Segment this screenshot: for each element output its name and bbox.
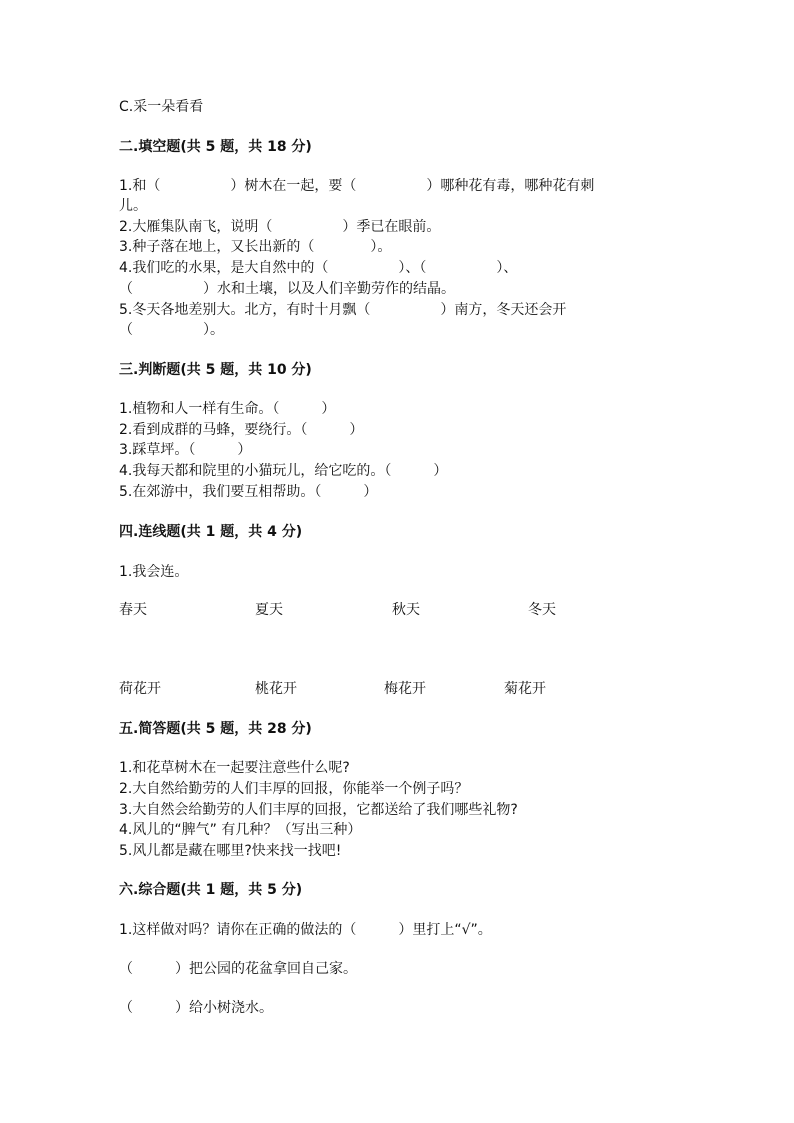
flower-peach: 桃花开 <box>255 681 297 697</box>
short-question-5: 5.风儿都是藏在哪里?快来找一找吧! <box>119 843 342 859</box>
judge-question-4: 4.我每天都和院里的小猫玩儿，给它吃的。（ ） <box>119 463 448 479</box>
fill-question-5: 5.冬天各地差别大。北方，有时十月飘（ ）南方，冬天还会开 <box>119 302 567 318</box>
fill-question-5-cont: （ ）。 <box>119 322 224 338</box>
short-question-1: 1.和花草树木在一起要注意些什么呢? <box>119 760 350 776</box>
short-question-2: 2.大自然给勤劳的人们丰厚的回报，你能举一个例子吗？ <box>119 781 469 797</box>
season-winter: 冬天 <box>528 602 556 618</box>
fill-question-1: 1.和（ ）树木在一起，要（ ）哪种花有毒，哪种花有刺 <box>119 178 595 194</box>
section-title-judge: 三.判断题(共 5 题，共 10 分) <box>119 362 312 378</box>
flower-plum: 梅花开 <box>384 681 426 697</box>
option-c: C.采一朵看看 <box>119 99 204 115</box>
section-title-match: 四.连线题(共 1 题，共 4 分) <box>119 524 303 540</box>
judge-question-2: 2.看到成群的马蜂，要绕行。（ ） <box>119 422 364 438</box>
judge-question-3: 3.踩草坪。（ ） <box>119 442 252 458</box>
season-summer: 夏天 <box>255 602 283 618</box>
match-question-1: 1.我会连。 <box>119 564 189 580</box>
fill-question-2: 2.大雁集队南飞，说明（ ）季已在眼前。 <box>119 219 441 235</box>
fill-question-4-cont: （ ）水和土壤，以及人们辛勤劳作的结晶。 <box>119 281 455 297</box>
flower-lotus: 荷花开 <box>119 681 161 697</box>
flower-chrysanthemum: 菊花开 <box>504 681 546 697</box>
fill-question-1-cont: 儿。 <box>119 198 147 214</box>
season-autumn: 秋天 <box>392 602 420 618</box>
section-title-comp: 六.综合题(共 1 题，共 5 分) <box>119 882 303 898</box>
season-spring: 春天 <box>119 602 147 618</box>
comp-option-b: （ ）给小树浇水。 <box>119 1000 273 1016</box>
short-question-3: 3.大自然会给勤劳的人们丰厚的回报，它都送给了我们哪些礼物? <box>119 802 518 818</box>
short-question-4: 4.风儿的“脾气” 有几种？（写出三种） <box>119 822 362 838</box>
fill-question-3: 3.种子落在地上，又长出新的（ ）。 <box>119 239 392 255</box>
comp-option-a: （ ）把公园的花盆拿回自己家。 <box>119 961 357 977</box>
section-title-short: 五.简答题(共 5 题，共 28 分) <box>119 721 312 737</box>
fill-question-4: 4.我们吃的水果，是大自然中的（ ）、（ ）、 <box>119 260 518 276</box>
section-title-fill: 二.填空题(共 5 题，共 18 分) <box>119 139 312 155</box>
judge-question-1: 1.植物和人一样有生命。（ ） <box>119 401 336 417</box>
judge-question-5: 5.在郊游中，我们要互相帮助。（ ） <box>119 484 378 500</box>
comp-question-1: 1.这样做对吗？请你在正确的做法的（ ）里打上“√”。 <box>119 922 492 938</box>
